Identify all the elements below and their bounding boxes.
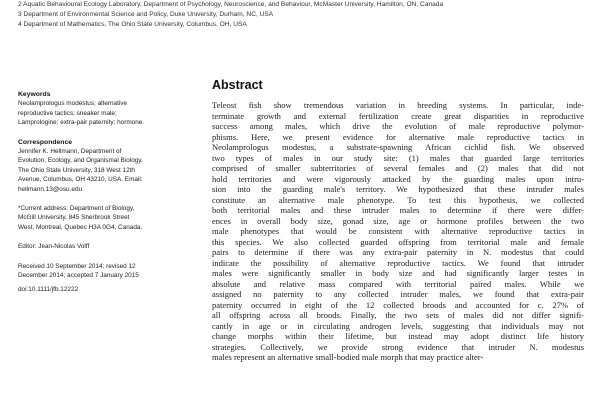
keywords-block bbox=[18, 90, 186, 128]
dates-block bbox=[18, 262, 186, 281]
abstract-heading: Abstract bbox=[212, 78, 263, 92]
abstract-line: male phenotypes that would be consistent with alternative reproductive tactics in bbox=[212, 226, 584, 236]
abstract-line: success among males, which drive the evolution of male reproductive polymor- bbox=[212, 121, 584, 131]
abstract-body bbox=[212, 100, 584, 363]
abstract-line: sion into the guarding male's territory. We hypothesized that these intruder males bbox=[212, 184, 584, 194]
article-info-column bbox=[18, 90, 186, 294]
abstract-line: assigned no paternity to any collected intruder males, we found that extra-pair bbox=[212, 289, 584, 299]
abstract-column bbox=[212, 78, 584, 363]
abstract-line: Neolamprologus modestus, a substrate-spawning African cichlid fish. We observed bbox=[212, 142, 584, 152]
abstract-line: all offspring across all broods. Finally, the two sets of males did not differ signifi- bbox=[212, 310, 584, 320]
current-address-line: McGill University, 845 Sherbrook Street bbox=[18, 214, 130, 222]
keywords-line: reproductive tactics; sneaker male; bbox=[18, 109, 117, 117]
affiliation-line: 2 Aquatic Behavioural Ecology Laboratory, Department of Psychology, Neuroscience, and Behaviour, McMaster University, Hamilton, ON, Canada bbox=[18, 1, 444, 8]
abstract-line: indicate the possibility of alternative reproductive tactics. We found that intruder bbox=[212, 257, 584, 268]
current-address-block bbox=[18, 204, 186, 232]
abstract-line: cantly in age or in circulating androgen levels, suggesting that individuals may not bbox=[212, 320, 584, 331]
abstract-line: paternity occurred in eight of the 12 collected broods and accounted for c. 27% of bbox=[212, 299, 584, 310]
abstract-line: strategies. Collectively, we provide strong evidence that intruder N. modestus bbox=[212, 341, 584, 352]
dates-line: December 2014; accepted 7 January 2015 bbox=[18, 272, 139, 280]
abstract-line: hold territories and were vigorously attacked by the guarding males upon intru- bbox=[212, 173, 584, 184]
correspondence-heading: Correspondence bbox=[18, 138, 73, 146]
doi-link[interactable]: doi:10.1111/jfb.12222 bbox=[18, 285, 79, 293]
affiliation-line: 3 Department of Environmental Science and Policy, Duke University, Durham, NC, USA bbox=[18, 11, 274, 18]
editor-line: Editor: Jean-Nicolas Volff bbox=[18, 243, 90, 251]
abstract-line: change morphs within their lifetime, but instead may adopt distinct life history bbox=[212, 331, 584, 341]
correspondence-line: Evolution, Ecology, and Organismal Biology, bbox=[18, 157, 143, 165]
current-address-line: *Current address: Department of Biology, bbox=[18, 205, 135, 213]
abstract-line: Teleost fish show tremendous variation in breeding systems. In particular, inde- bbox=[212, 100, 584, 110]
abstract-line: males represent an alternative small-bodied male morph that may practice alter- bbox=[212, 352, 484, 362]
affiliations bbox=[18, 0, 588, 30]
abstract-line: males were significantly smaller in body size and had significantly larger testes in bbox=[212, 268, 584, 278]
keywords-line: Lamprologine; extra-pair paternity; hormone. bbox=[18, 119, 145, 127]
correspondence-line: The Ohio State University, 318 West 12th bbox=[18, 166, 135, 174]
abstract-line: both territorial males and these intruder males to determine if there were differ- bbox=[212, 205, 584, 215]
abstract-line: pairs to determine if there was any extra-pair paternity in N. modestus that could bbox=[212, 247, 584, 257]
correspondence-block bbox=[18, 138, 186, 194]
correspondence-line: Avenue, Columbus, OH 43210, USA. Email: bbox=[18, 176, 143, 184]
affiliation-line: 4 Department of Mathematics, The Ohio State University, Columbus, OH, USA bbox=[18, 21, 247, 28]
correspondence-email[interactable]: hellmann.13@osu.edu bbox=[18, 185, 83, 193]
keywords-heading: Keywords bbox=[18, 91, 51, 98]
abstract-line: this species. We also collected guarded offspring from territorial male and female bbox=[212, 236, 584, 247]
current-address-line: West, Montreal, Quebec H3A 0G4, Canada. bbox=[18, 223, 143, 231]
abstract-line: comprised of smaller subterritories of several females and (2) males that did not bbox=[212, 163, 584, 173]
abstract-line: ences in overall body size, gonad size, age or hormone profiles between the two bbox=[212, 215, 584, 226]
correspondence-line: Jennifer K. Hellmann, Department of bbox=[18, 148, 122, 156]
dates-line: Received 10 September 2014; revised 12 bbox=[18, 262, 136, 270]
abstract-line: absolute and relative mass compared with territorial paired males. While we bbox=[212, 278, 584, 289]
abstract-line: two types of males in our study site: (1) males that guarded large territories bbox=[212, 152, 584, 163]
abstract-line: phisms. Here, we present evidence for alternative male reproductive tactics in bbox=[212, 131, 584, 142]
abstract-line: terminate growth and external fertilization create great disparities in reproductive bbox=[212, 110, 584, 121]
keywords-line: Neolamprologus modestus; alternative bbox=[18, 100, 128, 108]
editor-block bbox=[18, 242, 186, 251]
abstract-line: constitute an alternative male phenotype. To test this hypothesis, we collected bbox=[212, 194, 584, 205]
